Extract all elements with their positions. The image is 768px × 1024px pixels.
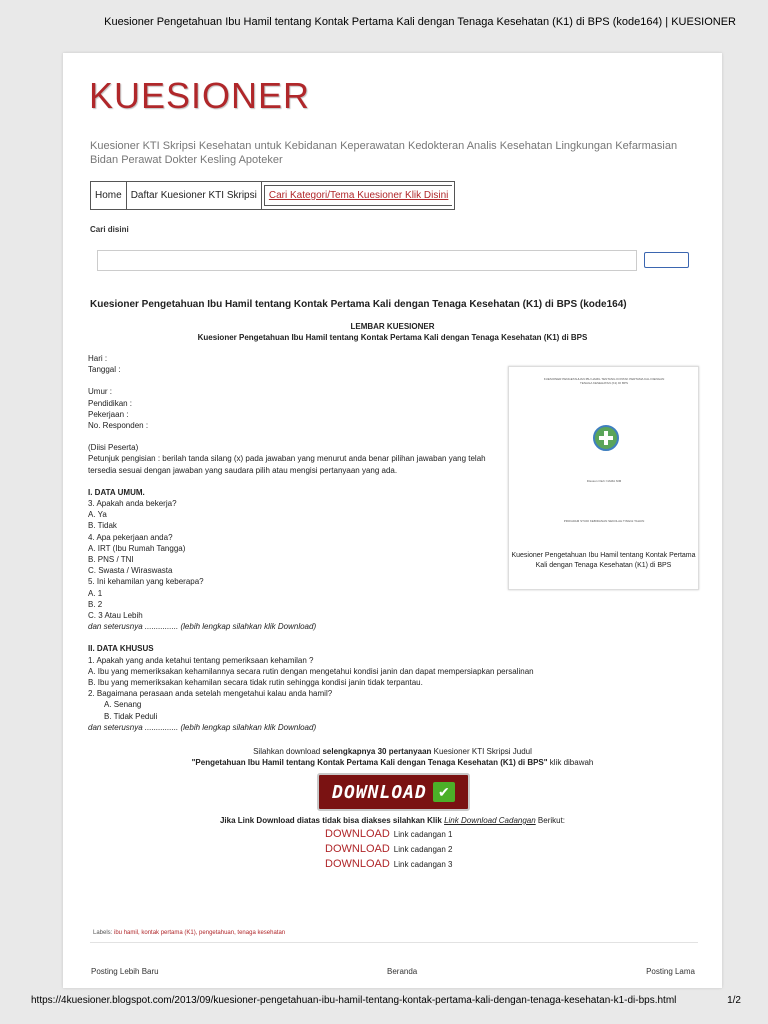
post-body bbox=[88, 353, 534, 733]
field-pekerjaan: Pekerjaan : bbox=[88, 409, 129, 419]
document-thumbnail[interactable] bbox=[508, 366, 699, 590]
list-item: B. Ibu yang memeriksakan kehamilan secara tidak rutin sehingga kondisi janin tidak terpantau. bbox=[88, 678, 423, 688]
section2-title: II. DATA KHUSUS bbox=[88, 644, 154, 654]
list-item: 5. Ini kehamilan yang keberapa? bbox=[88, 577, 204, 587]
backup-link-text: Link cadangan 3 bbox=[393, 860, 453, 869]
backup-download-label[interactable]: DOWNLOAD bbox=[325, 843, 390, 855]
list-item: 4. Apa pekerjaan anda? bbox=[88, 532, 173, 542]
labels-prefix: Labels: bbox=[93, 930, 115, 936]
label-links[interactable]: ibu hamil, kontak pertama (K1), pengetahuan, tenaga kesehatan bbox=[114, 930, 286, 936]
list-item: B. 2 bbox=[88, 599, 103, 609]
download-intro bbox=[63, 747, 722, 757]
download-intro-text: Silahkan download bbox=[253, 747, 323, 756]
download-title-line bbox=[63, 758, 722, 768]
lembar-title: LEMBAR KUESIONER bbox=[350, 322, 435, 331]
older-posts-link[interactable]: Posting Lama bbox=[646, 967, 695, 976]
backup-link[interactable]: Link Download Cadangan bbox=[444, 816, 536, 825]
field-tanggal: Tanggal : bbox=[88, 365, 121, 375]
list-item: 1. Apakah yang anda ketahui tentang pemeriksaan kehamilan ? bbox=[88, 655, 314, 665]
home-link[interactable]: Beranda bbox=[387, 967, 418, 976]
print-footer-url: https://4kuesioner.blogspot.com/2013/09/kuesioner-pengetahuan-ibu-hamil-tentang-kontak-pertama-kali-dengan-tenaga-kesehatan-k1-di-bps.html bbox=[31, 995, 677, 1006]
search-input[interactable] bbox=[97, 250, 637, 271]
download-title-suffix: klik dibawah bbox=[547, 758, 594, 767]
health-logo-icon bbox=[593, 425, 619, 451]
newer-posts-link[interactable]: Posting Lebih Baru bbox=[91, 967, 159, 976]
list-item: B. PNS / TNI bbox=[88, 555, 134, 565]
download-intro-text: Kuesioner KTI Skripsi Judul bbox=[431, 747, 532, 756]
seterusnya-note: dan seterusnya ............... (lebih lengkap silahkan klik Download) bbox=[88, 722, 317, 732]
backup-link-1[interactable] bbox=[325, 828, 453, 840]
backup-note-suffix: Berikut: bbox=[535, 816, 566, 825]
petunjuk: Petunjuk pengisian : berilah tanda silang (x) pada jawaban yang menurut anda benar pilihan jawaban yang telah tersedia sesuai dengan jawaban yang saudara pilih atau mengisi pertanyaan yang ada. bbox=[88, 454, 486, 475]
list-item: A. Ya bbox=[88, 510, 107, 520]
nav-home[interactable]: Home bbox=[91, 182, 127, 209]
backup-link-3[interactable] bbox=[325, 858, 453, 870]
search-button[interactable] bbox=[644, 252, 689, 268]
print-footer-page: 1/2 bbox=[727, 995, 741, 1006]
field-no-responden: No. Responden : bbox=[88, 421, 149, 431]
blog-title[interactable]: KUESIONER bbox=[89, 75, 311, 116]
divider bbox=[90, 942, 698, 943]
post-labels bbox=[93, 930, 285, 936]
page bbox=[63, 53, 722, 988]
section1-title: I. DATA UMUM. bbox=[88, 487, 145, 497]
list-item: A. Ibu yang memeriksakan kehamilannya secara rutin dengan mengetahui kondisi janin dan dapat mempersiapkan persalinan bbox=[88, 666, 534, 676]
thumbnail-caption: Kuesioner Pengetahuan Ibu Hamil tentang Kontak Pertama Kali dengan Tenaga Kesehatan (K1) di BPS bbox=[511, 552, 696, 569]
list-item: B. Tidak Peduli bbox=[104, 711, 158, 721]
field-pendidikan: Pendidikan : bbox=[88, 398, 133, 408]
post-title[interactable]: Kuesioner Pengetahuan Ibu Hamil tentang Kontak Pertama Kali dengan Tenaga Kesehatan (K1) di BPS (kode164) bbox=[90, 299, 627, 310]
list-item: C. 3 Atau Lebih bbox=[88, 611, 143, 621]
backup-note-text: Jika Link Download diatas tidak bisa diakses silahkan Klik bbox=[219, 816, 445, 825]
search-label: Cari disini bbox=[90, 225, 129, 234]
blog-description: Kuesioner KTI Skripsi Kesehatan untuk Kebidanan Keperawatan Kedokteran Analis Kesehatan Lingkungan Kefarmasian Bidan Perawat Dokter Kesling Apoteker bbox=[90, 140, 678, 166]
download-button-label: DOWNLOAD bbox=[332, 781, 427, 803]
print-header-title: Kuesioner Pengetahuan Ibu Hamil tentang Kontak Pertama Kali dengan Tenaga Kesehatan (K1) di BPS (kode164) | KUESIONER bbox=[104, 16, 736, 28]
backup-download-label[interactable]: DOWNLOAD bbox=[325, 858, 390, 870]
nav-bar bbox=[90, 181, 455, 210]
list-item: A. Senang bbox=[104, 700, 142, 710]
thumbnail-cover-author: Disusun Oleh: NAMA NIM bbox=[586, 479, 622, 483]
download-title: "Pengetahuan Ibu Hamil tentang Kontak Pertama Kali dengan Tenaga Kesehatan (K1) di BPS" bbox=[191, 758, 548, 767]
diisi-peserta: (Diisi Peserta) bbox=[88, 443, 139, 453]
checkmark-icon: ✔ bbox=[433, 782, 455, 802]
thumbnail-cover-institution: PROGRAM STUDI KEBIDANAN SEKOLAH TINGGI TAHUN bbox=[563, 519, 645, 523]
lembar-subtitle: Kuesioner Pengetahuan Ibu Hamil tentang Kontak Pertama Kali dengan Tenaga Kesehatan (K1) di BPS bbox=[197, 333, 588, 342]
list-item: 2. Bagaimana perasaan anda setelah mengetahui kalau anda hamil? bbox=[88, 689, 333, 699]
lembar-header bbox=[63, 321, 722, 343]
list-item: C. Swasta / Wiraswasta bbox=[88, 566, 173, 576]
thumbnail-cover-title: KUESIONER PENGETAHUAN IBU HAMIL TENTANG KONTAK PERTAMA KALI DENGAN TENAGA KESEHATAN (K1) DI BPS bbox=[543, 377, 665, 385]
download-button[interactable] bbox=[317, 773, 470, 811]
download-intro-count: selengkapnya 30 pertanyaan bbox=[322, 747, 432, 756]
nav-kategori[interactable]: Cari Kategori/Tema Kuesioner Klik Disini bbox=[264, 185, 453, 206]
field-hari: Hari : bbox=[88, 354, 108, 363]
list-item: A. 1 bbox=[88, 588, 103, 598]
backup-download-label[interactable]: DOWNLOAD bbox=[325, 828, 390, 840]
backup-link-2[interactable] bbox=[325, 843, 453, 855]
list-item: 3. Apakah anda bekerja? bbox=[88, 499, 177, 509]
print-footer bbox=[31, 995, 741, 1006]
list-item: A. IRT (Ibu Rumah Tangga) bbox=[88, 543, 186, 553]
nav-daftar[interactable]: Daftar Kuesioner KTI Skripsi bbox=[127, 182, 262, 209]
field-umur: Umur : bbox=[88, 387, 112, 397]
list-item: B. Tidak bbox=[88, 521, 117, 531]
seterusnya-note: dan seterusnya ............... (lebih lengkap silahkan klik Download) bbox=[88, 622, 317, 632]
backup-note bbox=[63, 816, 722, 826]
backup-link-text: Link cadangan 1 bbox=[393, 830, 453, 839]
backup-link-text: Link cadangan 2 bbox=[393, 845, 453, 854]
